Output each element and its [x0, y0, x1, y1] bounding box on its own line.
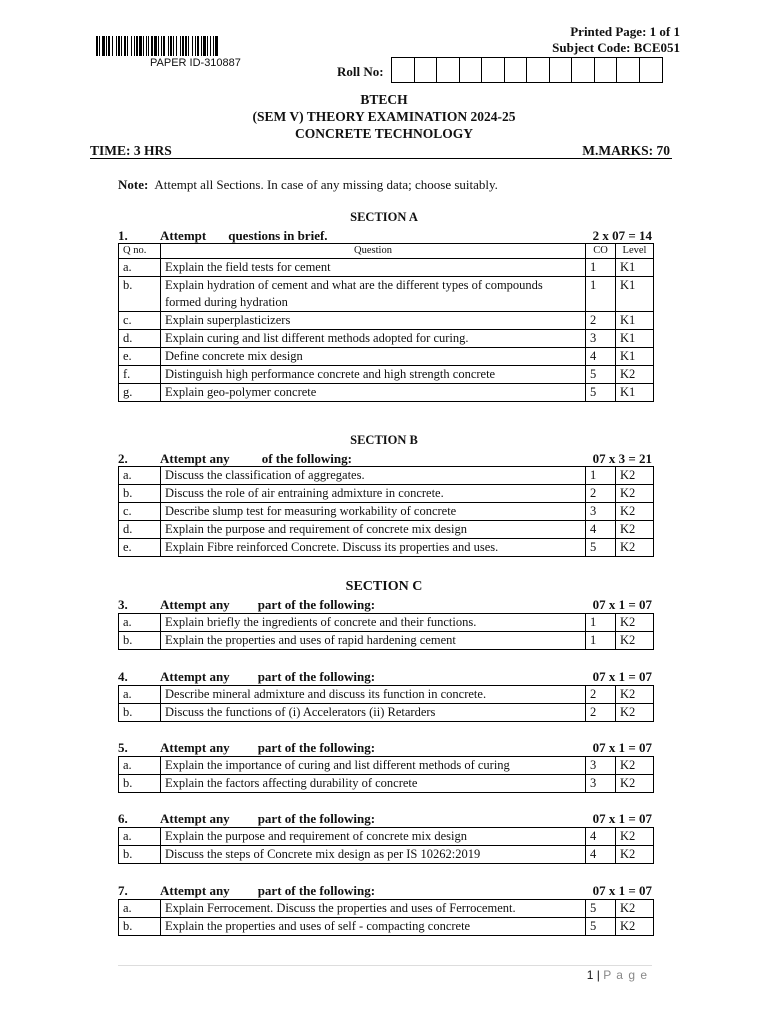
question-7-heading — [118, 883, 652, 899]
question-text: Explain superplasticizers — [161, 312, 586, 330]
bloom-level: K2 — [616, 521, 654, 539]
header-question: Question — [161, 244, 586, 259]
question-number: 7. — [118, 883, 128, 898]
question-label: b. — [119, 846, 161, 864]
exam-note — [118, 177, 498, 193]
roll-digit-box[interactable] — [572, 58, 595, 82]
bloom-level: K2 — [616, 485, 654, 503]
question-label: a. — [119, 686, 161, 704]
table-row — [119, 704, 654, 722]
question-label: a. — [119, 259, 161, 277]
question-label: e. — [119, 348, 161, 366]
header-qno: Q no. — [119, 244, 161, 259]
question-5-table — [118, 756, 654, 793]
question-marks: 07 x 1 = 07 — [592, 669, 652, 684]
question-marks: 07 x 1 = 07 — [592, 740, 652, 755]
question-text: Explain the purpose and requirement of concrete mix design — [161, 521, 586, 539]
page-word: P a g e — [603, 968, 648, 982]
course-outcome: 4 — [586, 521, 616, 539]
roll-digit-box[interactable] — [437, 58, 460, 82]
question-text: Explain Ferrocement. Discuss the properties and uses of Ferrocement. — [161, 900, 586, 918]
barcode-icon — [96, 36, 304, 56]
table-row — [119, 348, 654, 366]
note-label: Note: — [118, 177, 149, 192]
question-text: Describe slump test for measuring workability of concrete — [161, 503, 586, 521]
question-instruction: Attempt any part of the following: — [160, 883, 376, 898]
question-text: Describe mineral admixture and discuss its function in concrete. — [161, 686, 586, 704]
course-outcome: 2 — [586, 686, 616, 704]
roll-digit-box[interactable] — [527, 58, 550, 82]
question-label: b. — [119, 704, 161, 722]
question-text: Discuss the classification of aggregates. — [161, 467, 586, 485]
table-row — [119, 539, 654, 557]
bloom-level: K2 — [616, 846, 654, 864]
question-text: Explain briefly the ingredients of concrete and their functions. — [161, 614, 586, 632]
question-3-heading — [118, 597, 652, 613]
table-row — [119, 467, 654, 485]
question-instruction: Attempt any part of the following: — [160, 669, 376, 684]
bloom-level: K1 — [616, 348, 654, 366]
question-marks: 07 x 3 = 21 — [592, 451, 652, 466]
question-label: d. — [119, 330, 161, 348]
bloom-level: K2 — [616, 686, 654, 704]
header-co: CO — [586, 244, 616, 259]
roll-digit-box[interactable] — [460, 58, 483, 82]
question-number: 2. — [118, 451, 128, 466]
question-number: 3. — [118, 597, 128, 612]
question-marks: 07 x 1 = 07 — [592, 811, 652, 826]
course-outcome: 5 — [586, 366, 616, 384]
question-label: c. — [119, 503, 161, 521]
question-1-heading — [118, 228, 652, 244]
course-outcome: 1 — [586, 259, 616, 277]
question-instruction: Attempt any part of the following: — [160, 597, 376, 612]
bloom-level: K2 — [616, 900, 654, 918]
course-outcome: 1 — [586, 467, 616, 485]
question-7-table — [118, 899, 654, 936]
question-text: Explain the factors affecting durability of concrete — [161, 775, 586, 793]
roll-digit-box[interactable] — [617, 58, 640, 82]
footer-divider — [118, 965, 652, 966]
question-4-table — [118, 685, 654, 722]
table-row — [119, 366, 654, 384]
question-label: f. — [119, 366, 161, 384]
question-label: b. — [119, 632, 161, 650]
paper-id: PAPER ID-310887 — [150, 57, 241, 69]
question-text: Explain Fibre reinforced Concrete. Discuss its properties and uses. — [161, 539, 586, 557]
roll-number-boxes[interactable] — [391, 57, 663, 83]
course-outcome: 4 — [586, 828, 616, 846]
course-outcome: 4 — [586, 846, 616, 864]
table-header-row — [119, 244, 654, 259]
question-number: 5. — [118, 740, 128, 755]
program-title: BTECH — [360, 92, 408, 107]
section-b-title: SECTION B — [350, 433, 418, 447]
table-row — [119, 384, 654, 402]
exam-title: (SEM V) THEORY EXAMINATION 2024-25 — [252, 109, 516, 124]
page-number: 1 — [586, 968, 594, 982]
subject-code: Subject Code: BCE051 — [552, 40, 680, 55]
bloom-level: K2 — [616, 503, 654, 521]
bloom-level: K2 — [616, 757, 654, 775]
course-outcome: 2 — [586, 312, 616, 330]
question-label: b. — [119, 918, 161, 936]
question-label: e. — [119, 539, 161, 557]
table-row — [119, 277, 654, 312]
question-text: Distinguish high performance concrete and high strength concrete — [161, 366, 586, 384]
question-instruction: Attempt any of the following: — [160, 451, 352, 466]
question-marks: 2 x 07 = 14 — [592, 228, 652, 243]
bloom-level: K2 — [616, 632, 654, 650]
question-marks: 07 x 1 = 07 — [592, 883, 652, 898]
roll-digit-box[interactable] — [550, 58, 573, 82]
course-outcome: 1 — [586, 614, 616, 632]
course-outcome: 3 — [586, 757, 616, 775]
time-marks-row — [90, 143, 672, 159]
course-outcome: 1 — [586, 632, 616, 650]
bloom-level: K1 — [616, 277, 654, 312]
roll-number-label: Roll No: — [337, 64, 384, 79]
course-outcome: 5 — [586, 539, 616, 557]
question-label: a. — [119, 467, 161, 485]
table-row — [119, 632, 654, 650]
question-text: Define concrete mix design — [161, 348, 586, 366]
bloom-level: K1 — [616, 384, 654, 402]
course-outcome: 3 — [586, 775, 616, 793]
table-row — [119, 312, 654, 330]
table-row — [119, 900, 654, 918]
course-outcome: 2 — [586, 485, 616, 503]
printed-page: Printed Page: 1 of 1 — [570, 24, 680, 39]
course-outcome: 5 — [586, 918, 616, 936]
course-outcome: 5 — [586, 384, 616, 402]
time-allowed: TIME: 3 HRS — [90, 143, 172, 158]
subject-title: CONCRETE TECHNOLOGY — [295, 126, 473, 141]
question-6-heading — [118, 811, 652, 827]
question-label: a. — [119, 900, 161, 918]
question-text: Explain geo-polymer concrete — [161, 384, 586, 402]
question-text: Explain the purpose and requirement of concrete mix design — [161, 828, 586, 846]
question-number: 6. — [118, 811, 128, 826]
course-outcome: 3 — [586, 503, 616, 521]
bloom-level: K2 — [616, 614, 654, 632]
table-row — [119, 330, 654, 348]
question-number: 4. — [118, 669, 128, 684]
page-footer — [587, 968, 648, 982]
course-outcome: 2 — [586, 704, 616, 722]
question-text: Discuss the steps of Concrete mix design as per IS 10262:2019 — [161, 846, 586, 864]
question-instruction: Attempt questions in brief. — [160, 228, 328, 243]
question-label: b. — [119, 277, 161, 312]
bloom-level: K2 — [616, 775, 654, 793]
question-text: Discuss the role of air entraining admixture in concrete. — [161, 485, 586, 503]
question-text: Discuss the functions of (i) Accelerators (ii) Retarders — [161, 704, 586, 722]
table-row — [119, 521, 654, 539]
question-label: c. — [119, 312, 161, 330]
bloom-level: K2 — [616, 828, 654, 846]
question-label: b. — [119, 485, 161, 503]
bloom-level: K1 — [616, 259, 654, 277]
roll-digit-box[interactable] — [595, 58, 618, 82]
max-marks: M.MARKS: 70 — [582, 143, 670, 158]
question-instruction: Attempt any part of the following: — [160, 811, 376, 826]
section-c-title: SECTION C — [345, 579, 423, 594]
table-row — [119, 259, 654, 277]
question-marks: 07 x 1 = 07 — [592, 597, 652, 612]
table-row — [119, 485, 654, 503]
question-number: 1. — [118, 228, 128, 243]
question-text: Explain hydration of cement and what are the different types of compounds formed during hydration — [161, 277, 586, 312]
question-text: Explain the field tests for cement — [161, 259, 586, 277]
question-3-table — [118, 613, 654, 650]
section-a-title: SECTION A — [350, 210, 418, 224]
question-text: Explain curing and list different methods adopted for curing. — [161, 330, 586, 348]
section-a-table — [118, 243, 654, 402]
course-outcome: 5 — [586, 900, 616, 918]
question-label: b. — [119, 775, 161, 793]
printed-info — [552, 24, 680, 56]
question-4-heading — [118, 669, 652, 685]
bloom-level: K1 — [616, 312, 654, 330]
course-outcome: 1 — [586, 277, 616, 312]
roll-digit-box[interactable] — [482, 58, 505, 82]
question-label: a. — [119, 757, 161, 775]
question-5-heading — [118, 740, 652, 756]
question-label: g. — [119, 384, 161, 402]
table-row — [119, 614, 654, 632]
table-row — [119, 503, 654, 521]
roll-digit-box[interactable] — [415, 58, 438, 82]
question-label: a. — [119, 828, 161, 846]
bloom-level: K2 — [616, 366, 654, 384]
question-text: Explain the properties and uses of self - compacting concrete — [161, 918, 586, 936]
course-outcome: 3 — [586, 330, 616, 348]
bloom-level: K2 — [616, 704, 654, 722]
question-label: a. — [119, 614, 161, 632]
header-level: Level — [616, 244, 654, 259]
table-row — [119, 686, 654, 704]
table-row — [119, 775, 654, 793]
bloom-level: K2 — [616, 918, 654, 936]
question-text: Explain the properties and uses of rapid hardening cement — [161, 632, 586, 650]
section-b-table — [118, 466, 654, 557]
bloom-level: K1 — [616, 330, 654, 348]
note-text: Attempt all Sections. In case of any missing data; choose suitably. — [154, 177, 498, 192]
roll-digit-box[interactable] — [640, 58, 663, 82]
question-2-heading — [118, 451, 652, 467]
question-6-table — [118, 827, 654, 864]
question-text: Explain the importance of curing and list different methods of curing — [161, 757, 586, 775]
question-label: d. — [119, 521, 161, 539]
question-instruction: Attempt any part of the following: — [160, 740, 376, 755]
table-row — [119, 918, 654, 936]
roll-digit-box[interactable] — [392, 58, 415, 82]
table-row — [119, 846, 654, 864]
bloom-level: K2 — [616, 467, 654, 485]
roll-digit-box[interactable] — [505, 58, 528, 82]
bloom-level: K2 — [616, 539, 654, 557]
table-row — [119, 757, 654, 775]
course-outcome: 4 — [586, 348, 616, 366]
footer-separator: | — [596, 968, 600, 982]
table-row — [119, 828, 654, 846]
